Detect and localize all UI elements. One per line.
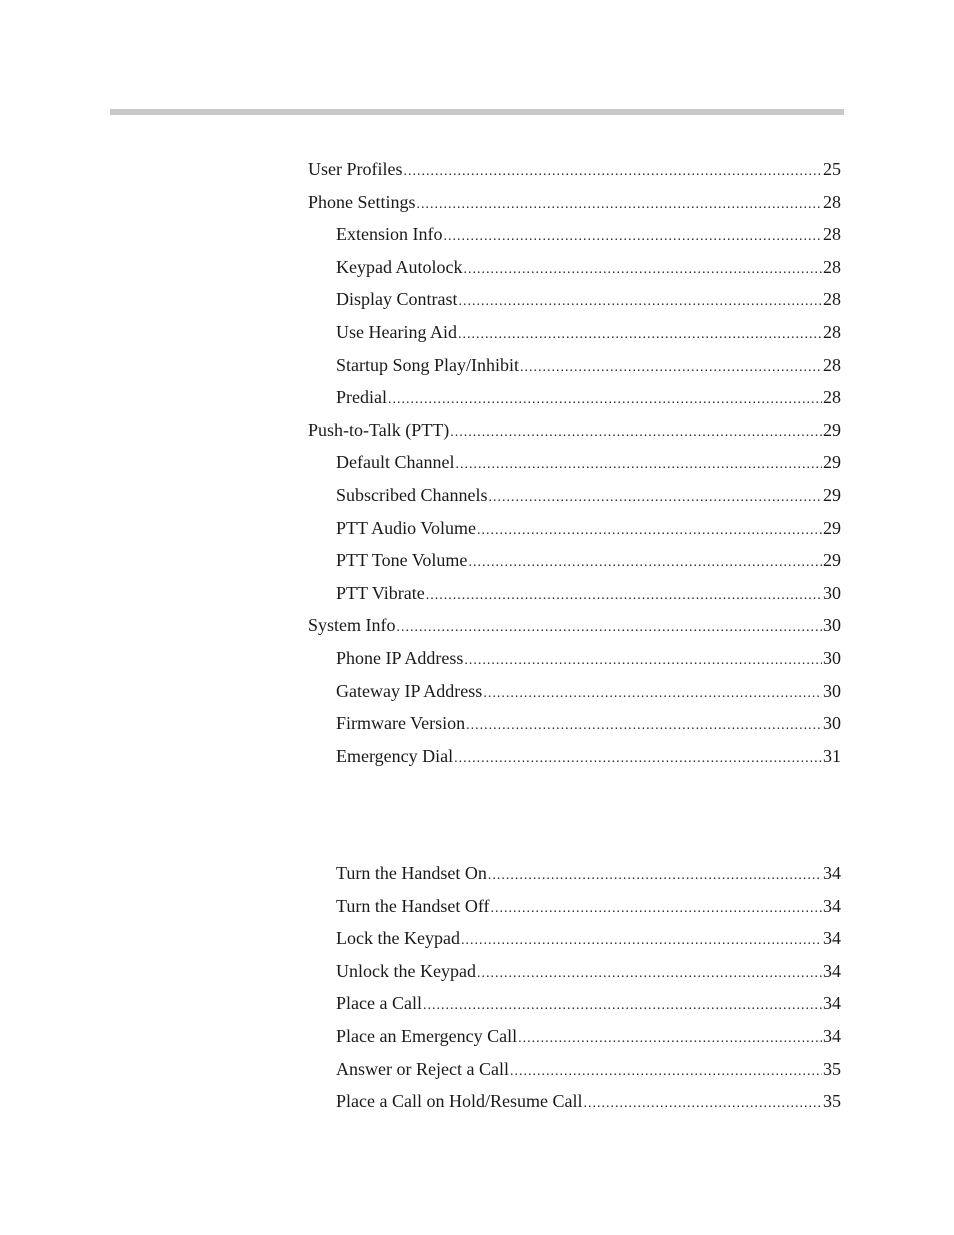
- toc-entry[interactable]: [336, 745, 841, 770]
- dot-leader: [583, 1093, 822, 1115]
- toc-entry-page-number: 29: [823, 550, 841, 571]
- toc-entry[interactable]: [336, 256, 841, 281]
- toc-entry[interactable]: [336, 288, 841, 313]
- toc-entry[interactable]: [336, 386, 841, 411]
- dot-leader: [403, 161, 822, 183]
- dot-leader: [477, 520, 822, 542]
- toc-entry-label: Turn the Handset Off: [336, 895, 490, 916]
- dot-leader: [488, 865, 822, 887]
- toc-entry[interactable]: [336, 647, 841, 672]
- toc-entry[interactable]: [336, 1025, 841, 1050]
- dot-leader: [397, 617, 823, 639]
- toc-entry-page-number: 30: [823, 582, 841, 603]
- toc-entry-label: Gateway IP Address: [336, 680, 483, 701]
- dot-leader: [426, 585, 822, 607]
- toc-entry-label: Unlock the Keypad: [336, 960, 476, 981]
- toc-entry-page-number: 34: [823, 960, 841, 981]
- toc-entry-label: Push-to-Talk (PTT): [308, 419, 450, 440]
- toc-entry[interactable]: [336, 960, 841, 985]
- toc-entry-label: Phone Settings: [308, 191, 416, 212]
- toc-entry[interactable]: [308, 419, 841, 444]
- toc-entry-label: User Profiles: [308, 159, 403, 179]
- toc-entry-label: Default Channel: [336, 452, 455, 473]
- toc-entry-page-number: 34: [823, 1026, 841, 1046]
- dot-leader: [454, 748, 822, 770]
- toc-entry-label: Emergency Dial: [336, 745, 454, 766]
- dot-leader: [463, 259, 822, 281]
- toc-entry-page-number: 28: [823, 224, 841, 245]
- toc-entry[interactable]: [336, 895, 841, 920]
- toc-entry[interactable]: [336, 1058, 841, 1083]
- toc-entry-page-number: 29: [823, 485, 841, 505]
- toc-entry-page-number: 34: [823, 895, 841, 916]
- toc-entry-label: Keypad Autolock: [336, 256, 463, 277]
- toc-entry-label: Turn the Handset On: [336, 863, 487, 883]
- toc-entry[interactable]: [336, 927, 841, 952]
- toc-entry-page-number: 30: [823, 680, 841, 701]
- toc-entry-label: Place a Call: [336, 993, 422, 1014]
- toc-entry-page-number: 30: [823, 648, 841, 668]
- toc-entry[interactable]: [336, 862, 841, 887]
- toc-entry-label: Display Contrast: [336, 289, 458, 310]
- dot-leader: [518, 1028, 822, 1050]
- dot-leader: [458, 324, 822, 346]
- toc-entry[interactable]: [336, 712, 841, 737]
- dot-leader: [464, 650, 822, 672]
- toc-entry-page-number: 29: [823, 419, 841, 440]
- toc-entry-page-number: 34: [823, 993, 841, 1014]
- dot-leader: [417, 194, 822, 216]
- toc-entry-page-number: 31: [823, 745, 841, 766]
- toc-entry-label: Startup Song Play/Inhibit: [336, 354, 520, 375]
- toc-entry-label: PTT Audio Volume: [336, 517, 477, 538]
- dot-leader: [455, 454, 822, 476]
- toc-entry-label: Place an Emergency Call: [336, 1026, 518, 1046]
- toc-entry-label: Predial: [336, 387, 387, 408]
- dot-leader: [461, 930, 822, 952]
- toc-entry-label: Subscribed Channels: [336, 485, 488, 505]
- toc-entry[interactable]: [336, 680, 841, 705]
- dot-leader: [477, 963, 822, 985]
- toc-entry-page-number: 34: [823, 928, 841, 949]
- toc-entry-page-number: 35: [823, 1091, 841, 1112]
- dot-leader: [388, 389, 822, 411]
- toc-entry[interactable]: [308, 614, 841, 639]
- toc-entry-label: Use Hearing Aid: [336, 322, 457, 342]
- toc-entry-label: Lock the Keypad: [336, 928, 460, 949]
- dot-leader: [491, 898, 823, 920]
- toc-entry[interactable]: [336, 321, 841, 346]
- toc-entry-page-number: 25: [823, 159, 841, 179]
- toc-entry[interactable]: [308, 158, 841, 183]
- dot-leader: [443, 226, 822, 248]
- toc-entry-label: Answer or Reject a Call: [336, 1058, 509, 1079]
- toc-entry-page-number: 29: [823, 452, 841, 473]
- toc-entry-label: PTT Vibrate: [336, 582, 425, 603]
- toc-entry[interactable]: [308, 191, 841, 216]
- toc-entry-page-number: 34: [823, 863, 841, 883]
- dot-leader: [459, 291, 823, 313]
- toc-entry-page-number: 28: [823, 354, 841, 375]
- toc-entry-label: Place a Call on Hold/Resume Call: [336, 1091, 583, 1112]
- dot-leader: [488, 487, 822, 509]
- toc-entry-page-number: 28: [823, 191, 841, 212]
- dot-leader: [483, 683, 822, 705]
- dot-leader: [520, 357, 822, 379]
- toc-entry[interactable]: [336, 549, 841, 574]
- toc-entry-label: PTT Tone Volume: [336, 550, 468, 571]
- dot-leader: [450, 422, 822, 444]
- toc-entry[interactable]: [336, 223, 841, 248]
- dot-leader: [510, 1061, 822, 1083]
- toc-entry[interactable]: [336, 354, 841, 379]
- toc-entry-page-number: 30: [823, 615, 841, 636]
- toc-entry-page-number: 28: [823, 289, 841, 310]
- dot-leader: [423, 995, 822, 1017]
- toc-entry[interactable]: [336, 992, 841, 1017]
- toc-entry-page-number: 30: [823, 713, 841, 734]
- toc-entry[interactable]: [336, 451, 841, 476]
- toc-entry[interactable]: [336, 484, 841, 509]
- toc-entry-page-number: 29: [823, 517, 841, 538]
- toc-entry[interactable]: [336, 582, 841, 607]
- toc-entry-page-number: 28: [823, 256, 841, 277]
- toc-entry-page-number: 28: [823, 387, 841, 408]
- toc-entry-label: Firmware Version: [336, 713, 466, 734]
- toc-entry-label: System Info: [308, 615, 396, 636]
- toc-entry-label: Extension Info: [336, 224, 443, 245]
- header-rule: [110, 109, 844, 115]
- toc-entry-label: Phone IP Address: [336, 648, 464, 668]
- toc-entry[interactable]: [336, 1090, 841, 1115]
- toc-entry[interactable]: [336, 517, 841, 542]
- dot-leader: [466, 715, 822, 737]
- toc-entry-page-number: 28: [823, 322, 841, 342]
- toc-entry-page-number: 35: [823, 1058, 841, 1079]
- dot-leader: [468, 552, 822, 574]
